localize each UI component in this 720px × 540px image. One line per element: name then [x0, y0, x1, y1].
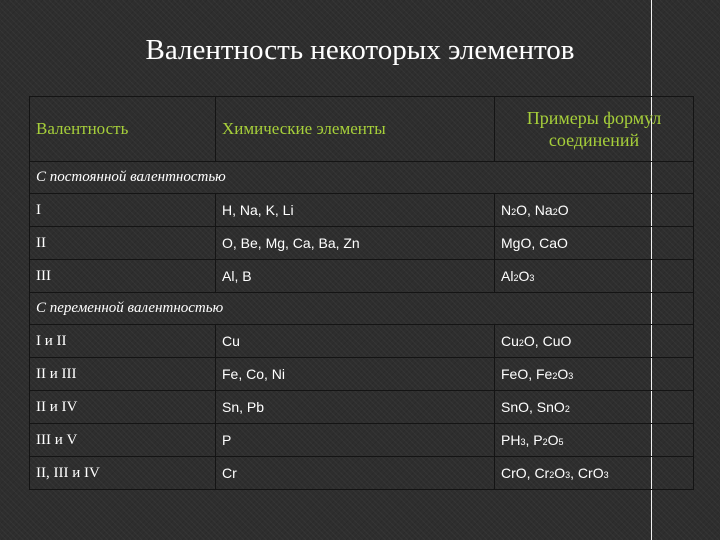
formula-subscript: 2 [549, 470, 555, 480]
formula-cell [495, 325, 694, 358]
elements-cell: O, Be, Mg, Ca, Ba, Zn [216, 227, 495, 260]
valence-cell: II и IV [30, 391, 216, 424]
table-row [30, 358, 694, 391]
formula-text: Al [501, 268, 514, 284]
section-label: С постоянной валентностью [30, 162, 694, 194]
formula-cell [495, 391, 694, 424]
section-header-row [30, 162, 694, 194]
formula-subscript: 2 [552, 371, 558, 381]
formula-cell [495, 194, 694, 227]
elements-cell: H, Na, K, Li [216, 194, 495, 227]
formula-subscript: 3 [565, 470, 571, 480]
formula-text: O, Na [516, 202, 553, 218]
formula-subscript: 5 [558, 437, 564, 447]
formula-text: FeO, Fe [501, 366, 553, 382]
formula-subscript: 2 [511, 207, 517, 217]
formula-cell [495, 260, 694, 293]
formula-text: O [557, 202, 569, 218]
formula-cell [495, 358, 694, 391]
table-body [30, 162, 694, 490]
formula-text: O [518, 268, 530, 284]
formula-text: , CrO [570, 465, 604, 481]
valence-cell: II, III и IV [30, 457, 216, 490]
formula-subscript: 3 [529, 273, 535, 283]
formula-subscript: 3 [603, 470, 609, 480]
section-header-row [30, 293, 694, 325]
table-row [30, 391, 694, 424]
valence-cell: III [30, 260, 216, 293]
formula-text: MgO, CaO [501, 235, 568, 251]
header-formula-examples: Примеры формул соединений [495, 97, 694, 162]
valence-cell: I и II [30, 325, 216, 358]
formula-subscript: 3 [520, 437, 526, 447]
formula-cell [495, 227, 694, 260]
formula-text: SnO, SnO [501, 399, 565, 415]
table-row [30, 424, 694, 457]
formula-text: CrO, Cr [501, 465, 550, 481]
page-title: Валентность некоторых элементов [145, 34, 575, 66]
formula-text: PH [501, 432, 521, 448]
formula-text: O, CuO [523, 333, 572, 349]
elements-cell: Cr [216, 457, 495, 490]
table-row [30, 457, 694, 490]
formula-subscript: 2 [552, 207, 558, 217]
valence-cell: I [30, 194, 216, 227]
valence-cell: III и V [30, 424, 216, 457]
header-valence: Валентность [30, 97, 216, 162]
elements-cell: Fe, Co, Ni [216, 358, 495, 391]
elements-cell: Al, B [216, 260, 495, 293]
header-elements: Химические элементы [216, 97, 495, 162]
formula-subscript: 2 [564, 404, 570, 414]
valence-cell: II [30, 227, 216, 260]
formula-text: , P [525, 432, 543, 448]
formula-subscript: 3 [568, 371, 574, 381]
formula-subscript: 2 [513, 273, 519, 283]
elements-cell: Sn, Pb [216, 391, 495, 424]
valence-cell: II и III [30, 358, 216, 391]
formula-cell [495, 424, 694, 457]
formula-text: O [557, 366, 569, 382]
table-header-row [30, 97, 694, 162]
formula-subscript: 2 [542, 437, 548, 447]
formula-text: Cu [501, 333, 519, 349]
table-row [30, 260, 694, 293]
formula-text: O [554, 465, 566, 481]
table-row [30, 194, 694, 227]
formula-subscript: 2 [518, 338, 524, 348]
table-row [30, 227, 694, 260]
section-label: С переменной валентностью [30, 293, 694, 325]
elements-cell: P [216, 424, 495, 457]
valence-table [29, 96, 694, 490]
table-row [30, 325, 694, 358]
formula-text: N [501, 202, 512, 218]
elements-cell: Cu [216, 325, 495, 358]
formula-cell [495, 457, 694, 490]
formula-text: O [547, 432, 559, 448]
